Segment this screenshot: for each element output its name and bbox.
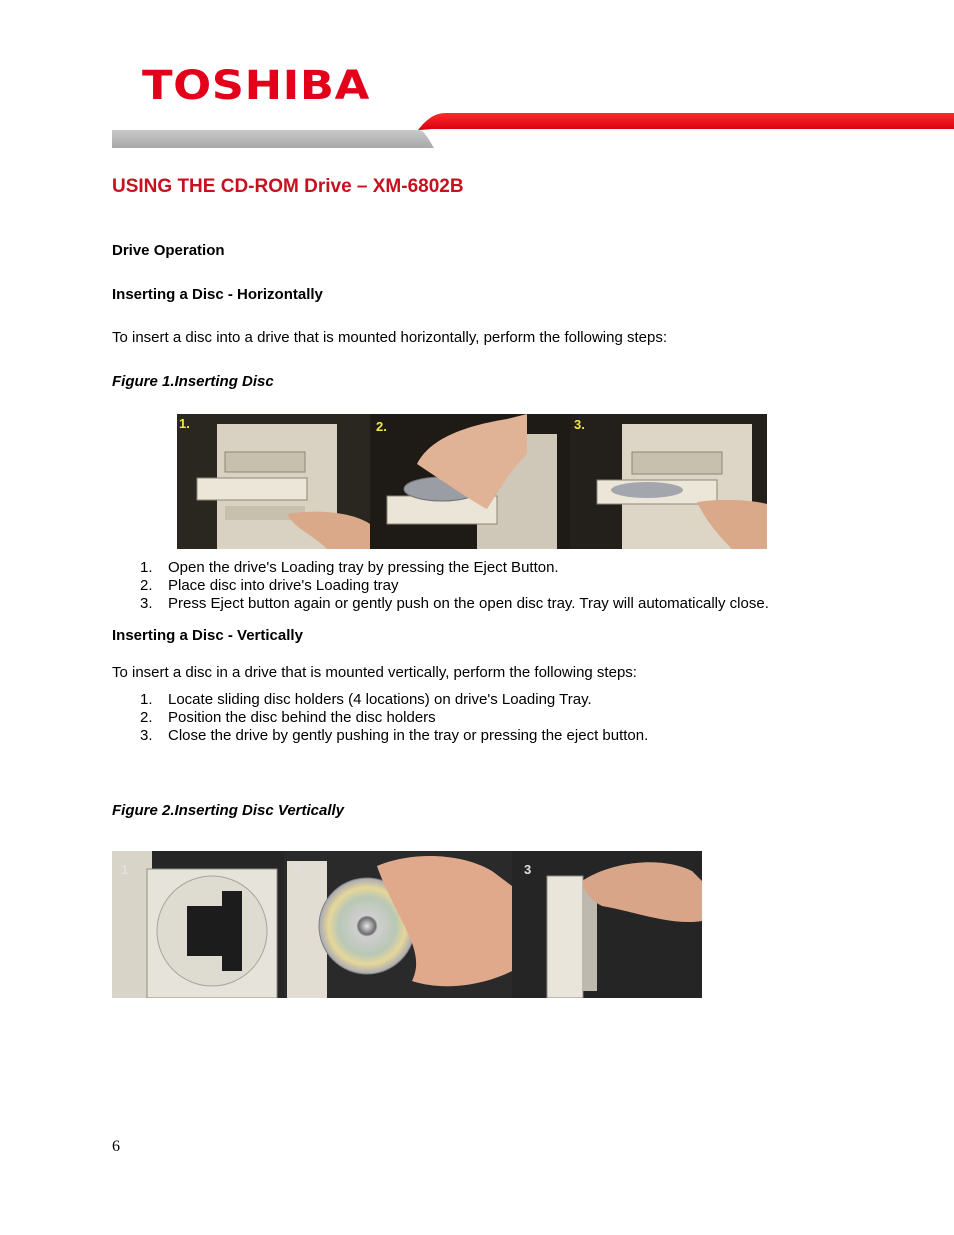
figure-2-panel-1 bbox=[112, 851, 284, 998]
toshiba-logo: TOSHIBA bbox=[142, 63, 370, 109]
vertical-steps bbox=[112, 691, 648, 745]
page-title: USING THE CD-ROM Drive – XM-6802B bbox=[112, 176, 464, 197]
header-band bbox=[0, 110, 954, 152]
figure-2-panel-3 bbox=[512, 851, 702, 998]
list-item: 1. Locate sliding disc holders (4 locations) on drive's Loading Tray. bbox=[140, 691, 592, 708]
figure-2-caption: Figure 2.Inserting Disc Vertically bbox=[112, 802, 345, 819]
list-item: 2. Place disc into drive's Loading tray bbox=[140, 577, 399, 594]
figure-1-label-2: 2. bbox=[376, 419, 387, 434]
list-item: 3. Close the drive by gently pushing in the tray or pressing the eject button. bbox=[140, 727, 649, 744]
page-number: 6 bbox=[112, 1138, 120, 1155]
figure-1-label-3: 3. bbox=[574, 417, 585, 432]
section-heading: Drive Operation bbox=[112, 242, 225, 259]
figure-1-label-1: 1. bbox=[179, 416, 190, 431]
vertical-intro: To insert a disc in a drive that is mounted vertically, perform the following steps: bbox=[112, 664, 637, 681]
figure-2-label-3: 3 bbox=[524, 862, 532, 877]
horizontal-intro: To insert a disc into a drive that is mounted horizontally, perform the following steps: bbox=[112, 329, 667, 346]
figure-1-panel-2 bbox=[370, 414, 570, 549]
list-item: 2. Position the disc behind the disc holders bbox=[140, 709, 436, 726]
figure-1-photo bbox=[177, 414, 767, 549]
figure-1-panel-1 bbox=[177, 414, 370, 549]
figure-1-caption: Figure 1.Inserting Disc bbox=[112, 373, 274, 390]
horizontal-heading: Inserting a Disc - Horizontally bbox=[112, 286, 323, 303]
horizontal-steps bbox=[112, 559, 769, 613]
figure-2-photo bbox=[112, 851, 702, 998]
list-item: 1. Open the drive's Loading tray by pressing the Eject Button. bbox=[140, 559, 559, 576]
figure-2-label-2: 2 bbox=[294, 860, 302, 875]
figure-2-label-1: 1 bbox=[121, 862, 129, 877]
list-item: 3. Press Eject button again or gently push on the open disc tray. Tray will automatically close. bbox=[140, 595, 769, 612]
vertical-heading: Inserting a Disc - Vertically bbox=[112, 627, 303, 644]
figure-1-panel-3 bbox=[570, 414, 767, 549]
gray-band bbox=[112, 130, 434, 148]
red-band bbox=[418, 113, 954, 130]
figure-2-panel-2 bbox=[284, 851, 512, 998]
